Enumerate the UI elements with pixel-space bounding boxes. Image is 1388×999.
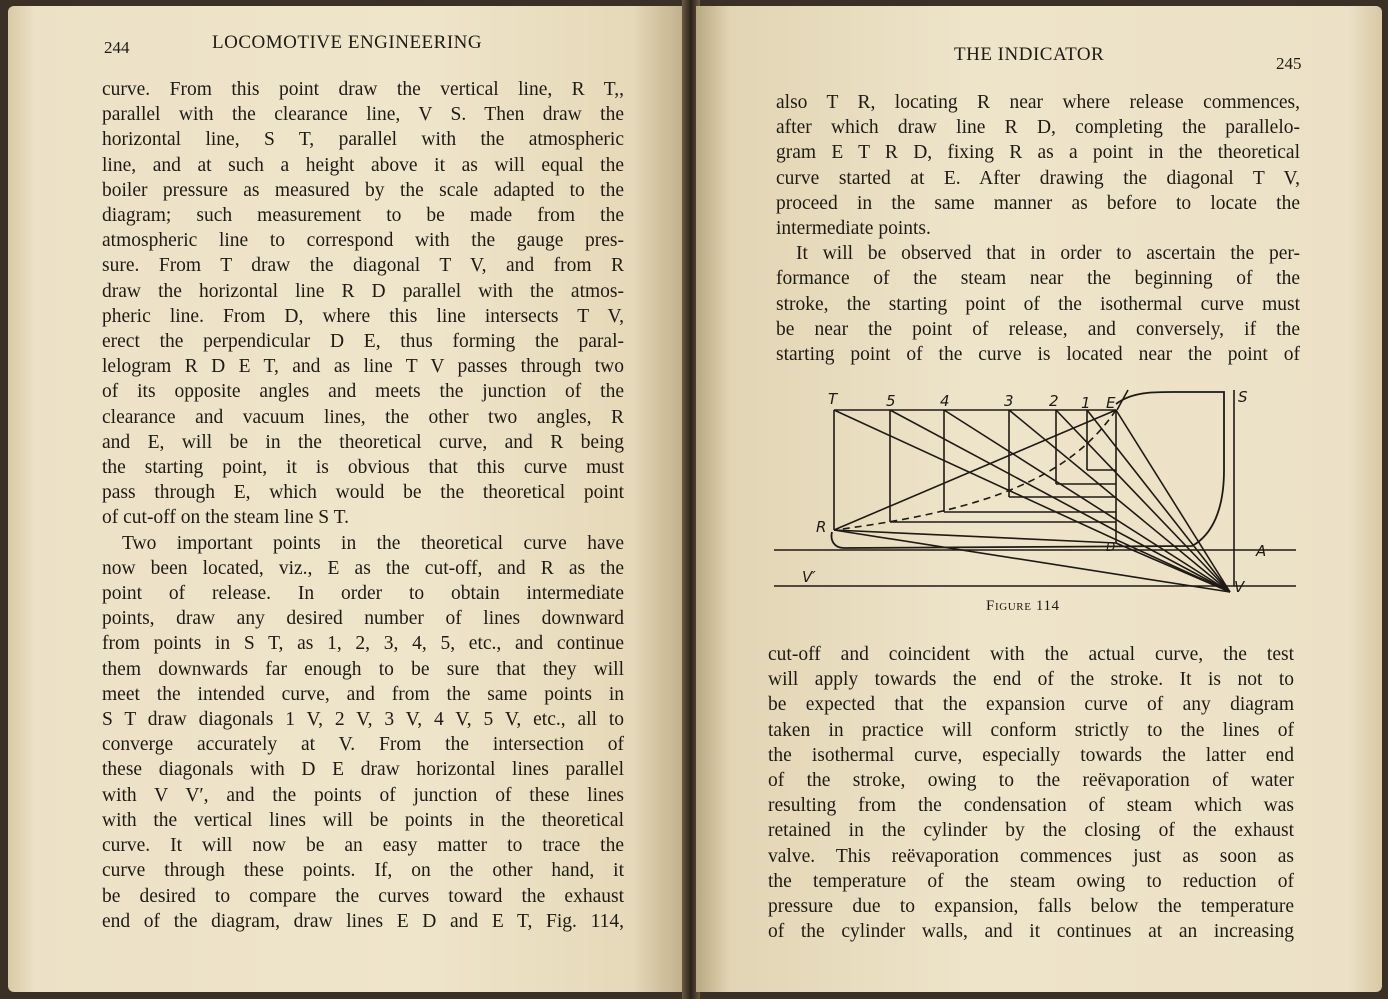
label-5: 5 — [886, 392, 896, 410]
text-line: pheric line. From D, where this line intersects T V, — [102, 305, 624, 327]
label-e: E — [1106, 394, 1116, 412]
text-line: and E, will be in the theoretical curve, and R being — [102, 431, 624, 453]
text-line: formance of the steam near the beginning of the — [776, 268, 1300, 290]
right-text-block-top — [776, 90, 1300, 367]
figure-114 — [772, 380, 1302, 596]
text-line: taken in practice will conform strictly to the lines of — [768, 719, 1294, 741]
text-line: erect the perpendicular D E, thus forming the paral- — [102, 331, 624, 353]
text-line: retained in the cylinder by the closing of the exhaust — [768, 820, 1294, 842]
text-line: lelogram R D E T, and as line T V passes through two — [102, 356, 624, 378]
left-text-block — [102, 77, 624, 934]
text-line: be desired to compare the curves toward the exhaust — [102, 885, 624, 907]
page-number: 244 — [104, 38, 130, 57]
right-text-block-bottom — [768, 642, 1294, 944]
label-3: 3 — [1004, 392, 1014, 410]
text-line: will apply towards the end of the stroke. It is not to — [768, 669, 1294, 691]
label-4: 4 — [940, 392, 950, 410]
diagonal-ev — [1116, 410, 1230, 592]
text-line: S T draw diagonals 1 V, 2 V, 3 V, 4 V, 5 V, etc., all to — [102, 709, 624, 731]
text-line: sure. From T draw the diagonal T V, and from R — [102, 255, 624, 277]
cutoff-tick — [1117, 390, 1128, 410]
text-line: after which draw line R D, completing the parallelo- — [776, 117, 1300, 139]
text-line: valve. This reëvaporation commences just as soon as — [768, 845, 1294, 867]
text-line: be near the point of release, and conversely, if the — [776, 318, 1300, 340]
label-t: T — [828, 390, 838, 408]
label-2: 2 — [1049, 392, 1059, 410]
text-line: of the cylinder walls, and it continues at an increasing — [768, 921, 1294, 943]
text-line: intermediate points. — [776, 218, 931, 240]
text-line: with V V′, and the points of junction of these lines — [102, 784, 624, 806]
text-line: clearance and vacuum lines, the other two angles, R — [102, 406, 624, 428]
text-line: of cut-off on the steam line S T. — [102, 507, 349, 529]
text-line: be expected that the expansion curve of any diagram — [768, 694, 1294, 716]
text-line: line, and at such a height above it as will equal the — [102, 154, 624, 176]
text-line: converge accurately at V. From the intersection of — [102, 734, 624, 756]
page-number: 245 — [1276, 54, 1302, 73]
text-line: meet the intended curve, and from the same points in — [102, 683, 624, 705]
label-v: V — [1234, 578, 1245, 596]
running-head: LOCOMOTIVE ENGINEERING — [212, 32, 483, 53]
text-line: draw the horizontal line R D parallel with the atmos- — [102, 280, 624, 302]
right-page — [696, 6, 1382, 992]
label-r: R — [816, 518, 827, 536]
text-line: diagram; such measurement to be made from the — [102, 205, 624, 227]
text-line: atmospheric line to correspond with the gauge pres- — [102, 230, 624, 252]
text-line: points, draw any desired number of lines downward — [102, 608, 624, 630]
diagonal-1v — [1087, 410, 1230, 592]
text-line: cut-off and coincident with the actual curve, the test — [768, 644, 1294, 665]
text-line: proceed in the same manner as before to locate the — [776, 192, 1300, 214]
label-v-prime: V′ — [802, 568, 816, 586]
text-line: curve. From this point draw the vertical line, R T,, — [102, 79, 624, 100]
text-line: with the vertical lines will be points in the theoretical — [102, 809, 624, 831]
text-line: gram E T R D, fixing R as a point in the theoretical — [776, 142, 1300, 164]
text-line: these diagonals with D E draw horizontal lines parallel — [102, 759, 624, 781]
text-line: It will be observed that in order to ascertain the per- — [796, 243, 1300, 265]
text-line: also T R, locating R near where release commences, — [776, 92, 1300, 113]
text-line: end of the diagram, draw lines E D and E T, Fig. 114, — [102, 910, 624, 932]
text-line: curve through these points. If, on the other hand, it — [102, 860, 624, 882]
text-line: pressure due to expansion, falls below the temperature — [768, 896, 1294, 918]
text-line: boiler pressure as measured by the scale adapted to the — [102, 179, 624, 201]
text-line: them downwards far enough to be sure that they will — [102, 658, 624, 680]
text-line: parallel with the clearance line, V S. Then draw the — [102, 104, 624, 126]
text-line: of its opposite angles and meets the junction of the — [102, 381, 624, 403]
text-line: now been located, viz., E as the cut-off, and R as the — [102, 557, 624, 579]
running-head: THE INDICATOR — [954, 44, 1105, 65]
indicator-diagram — [772, 380, 1302, 596]
text-line: horizontal line, S T, parallel with the atmospheric — [102, 129, 624, 151]
text-line: pass through E, which would be the theoretical point — [102, 482, 624, 504]
text-line: point of release. In order to obtain intermediate — [102, 583, 624, 605]
text-line: Two important points in the theoretical curve have — [122, 532, 624, 554]
text-line: resulting from the condensation of steam which was — [768, 795, 1294, 817]
text-line: the starting point, it is obvious that this curve must — [102, 457, 624, 479]
label-1: 1 — [1081, 394, 1091, 412]
text-line: from points in S T, as 1, 2, 3, 4, 5, etc., and continue — [102, 633, 624, 655]
diagonal-tv — [834, 410, 1230, 592]
text-line: curve. It will now be an easy matter to trace the — [102, 835, 624, 857]
label-a: A — [1256, 542, 1267, 560]
figure-caption: Figure 114 — [986, 598, 1060, 614]
label-d: D — [1106, 540, 1116, 554]
text-line: the isothermal curve, especially towards the latter end — [768, 744, 1294, 766]
label-s: S — [1238, 388, 1248, 406]
text-line: stroke, the starting point of the isothermal curve must — [776, 293, 1300, 315]
left-page — [8, 6, 686, 992]
diagonal-2v — [1056, 410, 1230, 592]
text-line: the temperature of the steam owing to reduction of — [768, 870, 1294, 892]
text-line: curve started at E. After drawing the diagonal T V, — [776, 167, 1300, 189]
text-line: of the stroke, owing to the reëvaporation of water — [768, 770, 1294, 792]
text-line: starting point of the curve is located near the point of — [776, 344, 1300, 366]
diagonal-3v — [1009, 410, 1230, 592]
